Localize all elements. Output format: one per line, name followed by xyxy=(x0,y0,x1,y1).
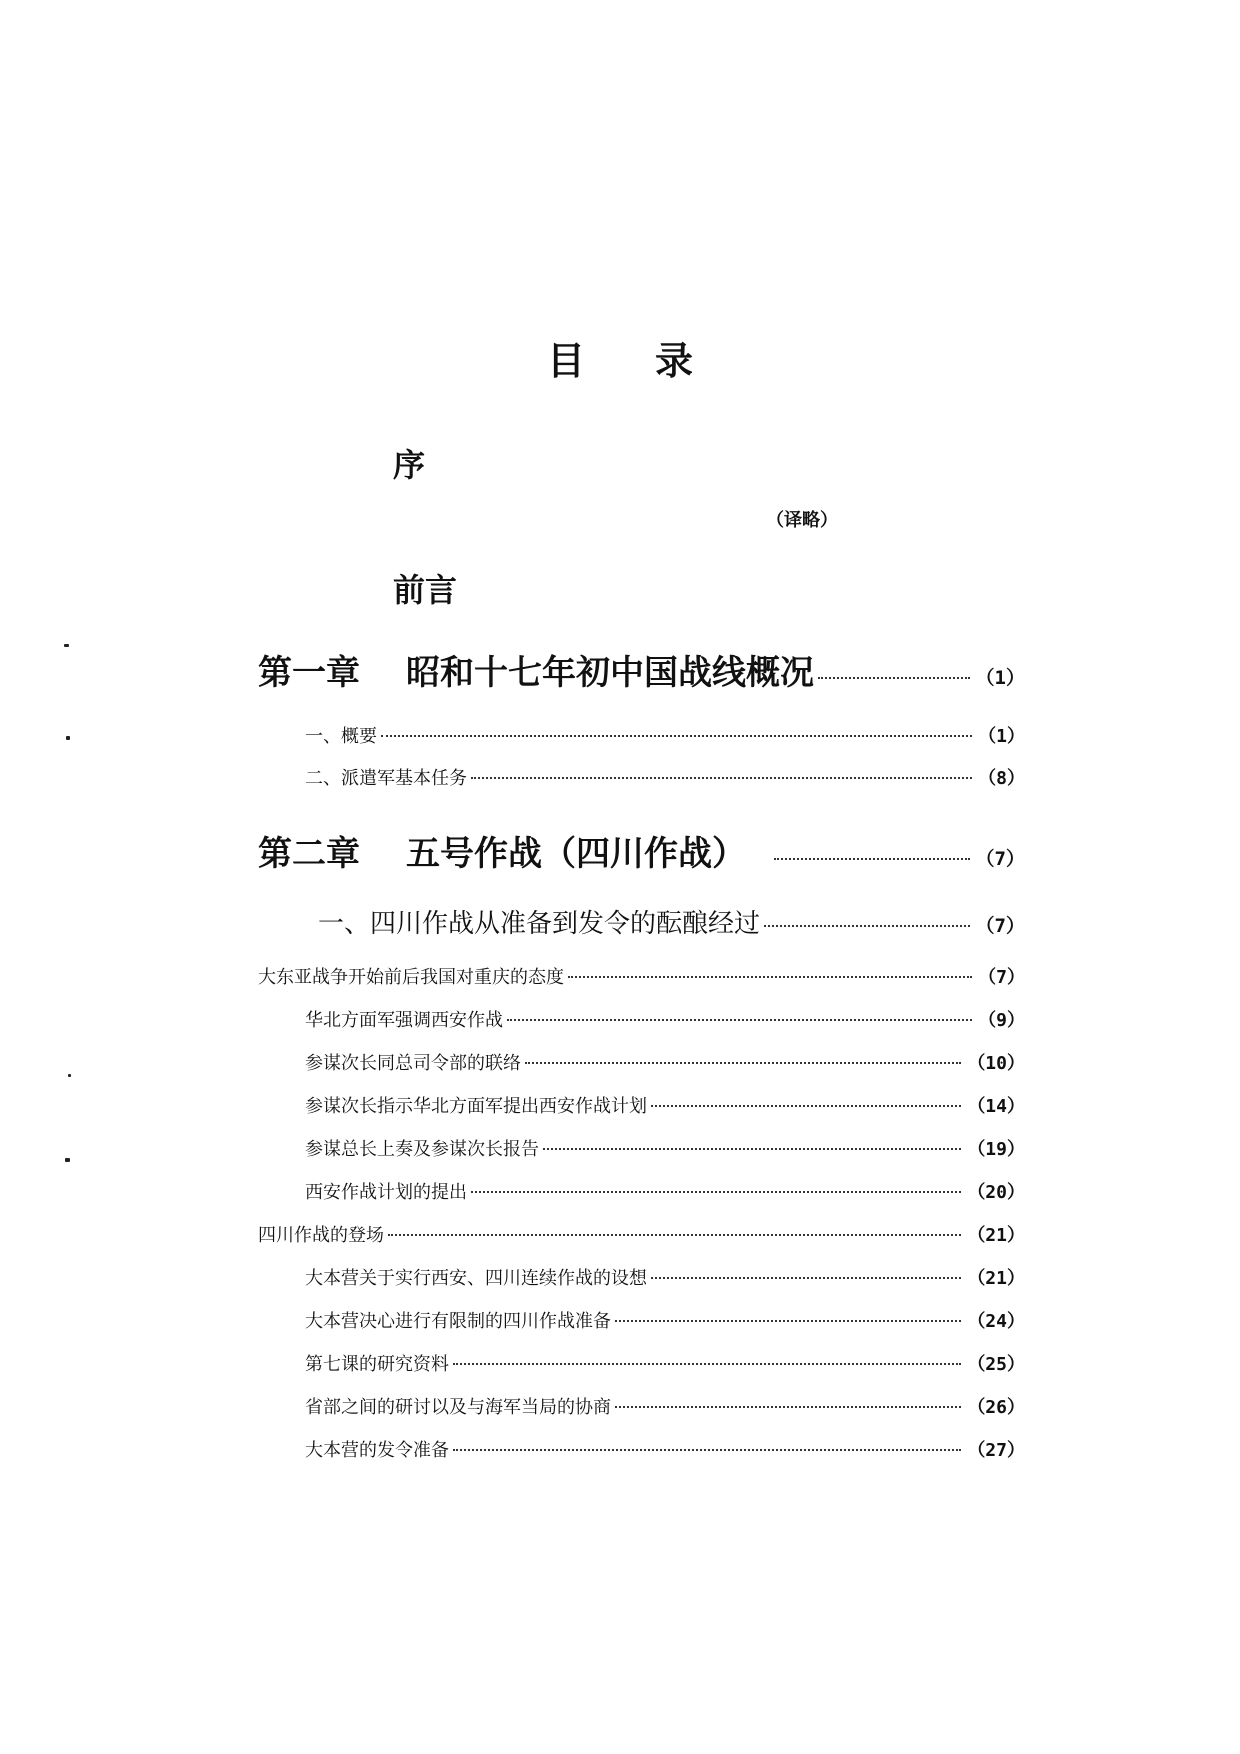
dot-leader xyxy=(651,1277,961,1279)
chapter-title: 五号作战（四川作战） xyxy=(406,834,746,874)
toc-chapter-2[interactable] xyxy=(258,826,1025,875)
chapter-title: 昭和十七年初中国战线概况 xyxy=(406,653,814,693)
page-number: （9） xyxy=(978,1010,1025,1031)
page-number: （21） xyxy=(967,1225,1025,1246)
toc-entry[interactable] xyxy=(305,764,1025,790)
toc-entry[interactable] xyxy=(305,1092,1025,1118)
entry-label: 大本营的发令准备 xyxy=(305,1440,449,1461)
toc-entry[interactable] xyxy=(305,722,1025,748)
entry-label: 省部之间的研讨以及与海军当局的协商 xyxy=(305,1397,611,1418)
entry-label: 参谋次长指示华北方面军提出西安作战计划 xyxy=(305,1096,647,1117)
dot-leader xyxy=(471,1191,961,1193)
entry-label: 大本营关于实行西安、四川连续作战的设想 xyxy=(305,1268,647,1289)
toc-entry[interactable] xyxy=(305,1135,1025,1161)
scan-speck xyxy=(64,644,69,647)
entry-label: 四川作战的登场 xyxy=(258,1225,384,1246)
toc-entry[interactable] xyxy=(305,1393,1025,1419)
entry-label: 第七课的研究资料 xyxy=(305,1354,449,1375)
page-number: （7） xyxy=(975,915,1025,937)
entry-label: 华北方面军强调西安作战 xyxy=(305,1010,503,1031)
dot-leader xyxy=(651,1105,961,1107)
entry-label: 参谋次长同总司令部的联络 xyxy=(305,1053,521,1074)
dot-leader xyxy=(764,925,970,927)
scan-speck xyxy=(65,1158,70,1162)
dot-leader xyxy=(774,858,970,860)
section-label: 一、四川作战从准备到发令的酝酿经过 xyxy=(318,909,761,939)
chapter-number: 第一章 xyxy=(258,653,360,693)
toc-entry[interactable] xyxy=(305,1178,1025,1204)
page-number: （7） xyxy=(978,967,1025,988)
toc-entry[interactable] xyxy=(305,1307,1025,1333)
toc-entry[interactable] xyxy=(305,1350,1025,1376)
dot-leader xyxy=(507,1019,972,1021)
page-number: （10） xyxy=(967,1053,1025,1074)
page-number: （24） xyxy=(967,1311,1025,1332)
page-number: （27） xyxy=(967,1440,1025,1461)
toc-entry[interactable] xyxy=(258,1221,1025,1247)
entry-label: 参谋总长上奏及参谋次长报告 xyxy=(305,1139,539,1160)
page-number: （25） xyxy=(967,1354,1025,1375)
dot-leader xyxy=(568,976,972,978)
toc-entry[interactable] xyxy=(305,1436,1025,1462)
dot-leader xyxy=(543,1148,961,1150)
dot-leader xyxy=(471,777,972,779)
scan-speck xyxy=(66,736,70,740)
page-number: （7） xyxy=(975,848,1025,870)
toc-entry[interactable] xyxy=(258,963,1025,989)
dot-leader xyxy=(453,1449,961,1451)
dot-leader xyxy=(453,1363,961,1365)
preface-heading[interactable]: 序 xyxy=(393,446,426,484)
dot-leader xyxy=(615,1406,961,1408)
preface-note: （译略） xyxy=(766,510,838,531)
page-number: （20） xyxy=(967,1182,1025,1203)
entry-label: 二、派遣军基本任务 xyxy=(305,768,467,789)
toc-section[interactable] xyxy=(318,903,1025,940)
page-number: （1） xyxy=(978,726,1025,747)
page-number: （1） xyxy=(975,667,1025,689)
page-number: （14） xyxy=(967,1096,1025,1117)
entry-label: 一、概要 xyxy=(305,726,377,747)
foreword-heading[interactable]: 前言 xyxy=(393,571,458,609)
toc-entry[interactable] xyxy=(305,1264,1025,1290)
entry-label: 大本营决心进行有限制的四川作战准备 xyxy=(305,1311,611,1332)
page-number: （26） xyxy=(967,1397,1025,1418)
dot-leader xyxy=(388,1234,961,1236)
page-title: 目录 xyxy=(546,338,763,383)
entry-label: 西安作战计划的提出 xyxy=(305,1182,467,1203)
page-number: （8） xyxy=(978,768,1025,789)
dot-leader xyxy=(818,677,970,679)
toc-chapter-1[interactable] xyxy=(258,645,1025,694)
dot-leader xyxy=(381,735,972,737)
chapter-number: 第二章 xyxy=(258,834,360,874)
dot-leader xyxy=(525,1062,961,1064)
scan-speck xyxy=(68,1074,71,1077)
page-number: （21） xyxy=(967,1268,1025,1289)
entry-label: 大东亚战争开始前后我国对重庆的态度 xyxy=(258,967,564,988)
toc-entry[interactable] xyxy=(305,1006,1025,1032)
page-number: （19） xyxy=(967,1139,1025,1160)
dot-leader xyxy=(615,1320,961,1322)
toc-entry[interactable] xyxy=(305,1049,1025,1075)
